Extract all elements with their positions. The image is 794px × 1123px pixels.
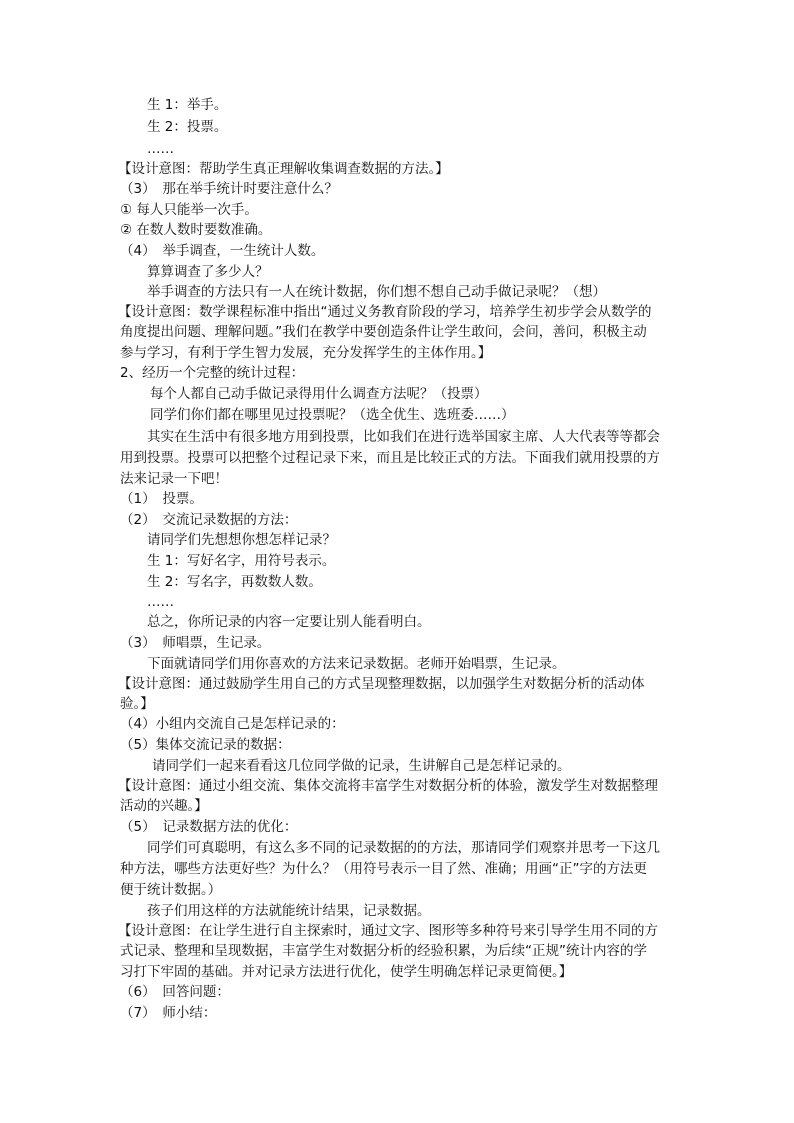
text-line: （3） 师唱票，生记录。 xyxy=(120,635,271,651)
text-line: （7） 师小结： xyxy=(120,1005,217,1021)
text-line: 算算调查了多少人？ xyxy=(147,264,269,280)
text-line: 下面就请同学们用你喜欢的方法来记录数据。老师开始唱票，生记录。 xyxy=(147,656,566,672)
design-intent-note: 【设计意图：通过鼓励学生用自己的方式呈现整理数据，以加强学生对数据分析的活动体 xyxy=(118,676,645,692)
text-line: …… xyxy=(147,594,174,610)
text-line: 请同学们一起来看看这几位同学做的记录，生讲解自己是怎样记录的。 xyxy=(152,758,571,774)
section-heading: 2、经历一个完整的统计过程： xyxy=(120,365,305,381)
text-line: （4） 举手调查，一生统计人数。 xyxy=(120,243,325,259)
text-line: 生 2：投票。 xyxy=(147,119,228,135)
text-line: （4）小组内交流自己是怎样记录的： xyxy=(120,716,345,732)
text-line: （5） 记录数据方法的优化： xyxy=(120,819,298,835)
text-line: 同学们你们都在哪里见过投票呢？（选全优生、选班委……） xyxy=(150,407,515,423)
text-line: 每个人都自己动手做记录得用什么调查方法呢？（投票） xyxy=(150,386,488,402)
design-intent-note: 【设计意图：数学课程标准中指出“通过义务教育阶段的学习，培养学生初步学会从数学的 xyxy=(118,304,652,320)
text-line: 生 1：举手。 xyxy=(147,97,228,113)
text-line: 总之，你所记录的内容一定要让别人能看明白。 xyxy=(147,614,431,630)
design-intent-note: 活动的兴趣。】 xyxy=(120,798,208,814)
text-line: 种方法，哪些方法更好些？为什么？（用符号表示一目了然、准确；用画“正”字的方法更 xyxy=(120,861,647,877)
text-line: （2） 交流记录数据的方法： xyxy=(120,512,298,528)
text-line: 用到投票。投票可以把整个过程记录下来，而且是比较正式的方法。下面我们就用投票的方 xyxy=(120,450,660,466)
design-intent-note: 【设计意图：帮助学生真正理解收集调查数据的方法。】 xyxy=(118,161,449,177)
list-item: ② 在数人数时要数准确。 xyxy=(120,222,272,238)
text-line: 同学们可真聪明，有这么多不同的记录数据的的方法，那请同学们观察并思考一下这几 xyxy=(147,840,660,856)
text-line: （3） 那在举手统计时要注意什么？ xyxy=(120,181,338,197)
text-line: 举手调查的方法只有一人在统计数据，你们想不想自己动手做记录呢？（想） xyxy=(147,284,606,300)
text-line: 其实在生活中有很多地方用到投票，比如我们在进行选举国家主席、人大代表等等都会 xyxy=(147,429,660,445)
text-line: 孩子们用这样的方法就能统计结果，记录数据。 xyxy=(147,903,431,919)
design-intent-note: 【设计意图：在让学生进行自主探索时，通过文字、图形等多种符号来引导学生用不同的方 xyxy=(118,923,658,939)
text-line: 请同学们先想想你想怎样记录？ xyxy=(147,532,336,548)
text-line: （5）集体交流记录的数据： xyxy=(120,737,291,753)
text-line: 生 2：写名字，再数数人数。 xyxy=(147,574,322,590)
text-line: 法来记录一下吧！ xyxy=(120,471,228,487)
text-line: 便于统计数据。） xyxy=(120,882,222,898)
text-line: 生 1：写好名字，用符号表示。 xyxy=(147,553,336,569)
design-intent-note: 验。】 xyxy=(120,696,154,712)
design-intent-note: 角度提出问题、理解问题。”我们在教学中要创造条件让学生敢问，会问，善问，积极主动 xyxy=(120,324,647,340)
text-line: （1） 投票。 xyxy=(120,491,203,507)
design-intent-note: 【设计意图：通过小组交流、集体交流将丰富学生对数据分析的体验，激发学生对数据整理 xyxy=(118,778,658,794)
design-intent-note: 式记录、整理和呈现数据，丰富学生对数据分析的经验积累，为后续“正规”统计内容的学 xyxy=(120,943,647,959)
list-item: ① 每人只能举一次手。 xyxy=(120,202,258,218)
design-intent-note: 习打下牢固的基础。并对记录方法进行优化，使学生明确怎样记录更简便。】 xyxy=(120,964,573,980)
text-line: …… xyxy=(147,141,174,157)
design-intent-note: 参与学习，有利于学生智力发展，充分发挥学生的主体作用。】 xyxy=(120,345,492,361)
text-line: （6） 回答问题： xyxy=(120,984,230,1000)
